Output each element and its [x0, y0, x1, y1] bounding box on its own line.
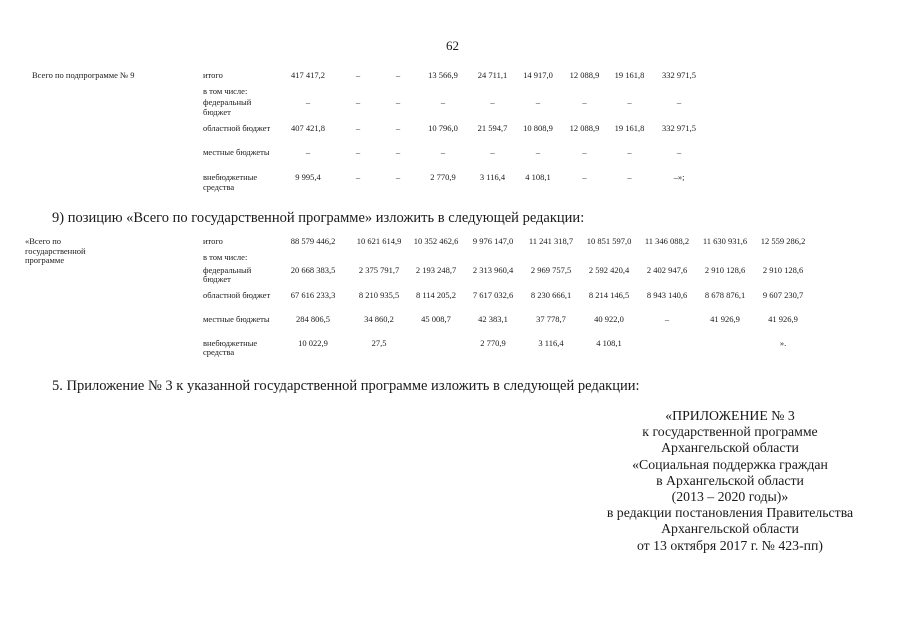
row-label: итого [203, 70, 223, 80]
cell: –»; [673, 172, 685, 182]
section-title: Всего по подпрограмме № 9 [32, 70, 135, 80]
row-label: областной бюджет [203, 289, 271, 300]
cell: 12 088,9 [569, 123, 600, 133]
table-row [32, 173, 707, 195]
appendix-line: Архангельской области [661, 521, 799, 537]
subprogram-9-table [32, 71, 707, 195]
cell: 8 210 935,5 [358, 289, 400, 300]
paragraph-9: 9) позицию «Всего по государственной программе» изложить в следующей редакции: [52, 210, 585, 226]
table-row [25, 266, 812, 291]
cell: 37 778,7 [536, 313, 566, 324]
cell: 332 971,5 [662, 123, 696, 133]
cell: 45 008,7 [421, 313, 451, 324]
cell: – [627, 97, 632, 107]
cell: 10 796,0 [428, 123, 458, 133]
cell: 10 851 597,0 [586, 236, 632, 246]
cell: 11 241 318,7 [528, 236, 574, 246]
table-row [25, 237, 812, 253]
row-label: федеральный бюджет [203, 97, 252, 117]
cell: – [305, 147, 311, 157]
cell: – [355, 97, 361, 107]
cell: 3 116,4 [538, 337, 564, 348]
row-label: федеральный бюджет [203, 264, 252, 284]
cell: 2 969 757,5 [530, 264, 572, 275]
cell: 11 630 931,6 [702, 236, 748, 246]
cell: 9 995,4 [295, 172, 321, 182]
cell: – [395, 123, 401, 133]
cell: 2 193 248,7 [415, 264, 457, 275]
cell: – [490, 147, 495, 157]
cell: 8 230 666,1 [530, 289, 572, 300]
appendix-heading [560, 408, 900, 554]
cell: 407 421,8 [291, 123, 325, 133]
cell: – [355, 70, 361, 80]
cell: 2 313 960,4 [472, 264, 514, 275]
cell: 41 926,9 [710, 313, 740, 324]
cell: – [535, 147, 541, 157]
cell [638, 339, 696, 361]
cell [696, 339, 754, 361]
row-label: итого [203, 236, 223, 246]
paragraph-5: 5. Приложение № 3 к указанной государственной программе изложить в следующей редакции: [52, 378, 640, 394]
appendix-line: в редакции постановления Правительства [606, 505, 854, 521]
cell [408, 339, 464, 361]
cell: 41 926,9 [768, 313, 798, 324]
table-row [32, 98, 707, 124]
row-label: внебюджетные средства [203, 172, 258, 192]
cell: 10 808,9 [523, 123, 553, 133]
row-label: местные бюджеты [203, 147, 270, 157]
row-label: внебюджетные средства [203, 337, 258, 357]
cell: 2 910 128,6 [704, 264, 746, 275]
cell: 10 022,9 [298, 337, 328, 348]
section-title: «Всего по государственной программе [25, 236, 86, 265]
cell: 10 621 614,9 [356, 236, 402, 246]
cell: 9 976 147,0 [472, 236, 514, 246]
cell: – [395, 97, 401, 107]
cell: 2 770,9 [480, 337, 506, 348]
cell: – [582, 172, 587, 182]
cell: 2 592 420,4 [588, 264, 630, 275]
cell: – [355, 123, 361, 133]
cell: 2 375 791,7 [358, 264, 400, 275]
appendix-line: (2013 – 2020 годы)» [671, 489, 789, 505]
cell: 8 114 205,2 [415, 289, 457, 300]
cell: 284 806,5 [296, 313, 330, 324]
cell: 4 108,1 [525, 172, 551, 182]
row-label: местные бюджеты [203, 313, 270, 324]
cell: 2 910 128,6 [762, 264, 804, 275]
cell: – [490, 97, 495, 107]
cell: 13 566,9 [428, 70, 458, 80]
table-row [32, 71, 707, 87]
appendix-line: Архангельской области [661, 440, 799, 456]
cell: – [582, 147, 587, 157]
cell: 19 161,8 [614, 123, 645, 133]
cell: 67 616 233,3 [290, 289, 336, 300]
table-row [25, 315, 812, 339]
appendix-line: «Социальная поддержка граждан [632, 456, 828, 472]
cell: – [535, 97, 541, 107]
cell: 27,5 [371, 337, 387, 348]
cell: 12 088,9 [569, 70, 600, 80]
cell: 34 860,2 [364, 313, 394, 324]
cell: – [676, 97, 682, 107]
page-number: 62 [446, 38, 459, 53]
cell: 21 594,7 [477, 123, 508, 133]
cell: – [440, 97, 446, 107]
cell: 88 579 446,2 [290, 236, 336, 246]
row-label: областной бюджет [203, 123, 271, 133]
cell: – [395, 147, 401, 157]
cell: 11 346 088,2 [644, 236, 690, 246]
state-program-total-table [25, 237, 812, 361]
cell: – [355, 147, 361, 157]
cell: – [395, 172, 401, 182]
cell: 417 417,2 [291, 70, 325, 80]
cell: 2 402 947,6 [646, 264, 688, 275]
appendix-line: к государственной программе [642, 424, 818, 440]
cell: ». [779, 337, 787, 348]
cell: – [627, 147, 632, 157]
row-label: в том числе: [203, 86, 248, 96]
cell: 8 943 140,6 [646, 289, 688, 300]
cell: – [355, 172, 361, 182]
appendix-line: «ПРИЛОЖЕНИЕ № 3 [665, 408, 795, 423]
cell: 12 559 286,2 [760, 236, 806, 246]
cell: 14 917,0 [523, 70, 553, 80]
appendix-line: в Архангельской области [656, 472, 804, 488]
cell: 4 108,1 [596, 337, 622, 348]
cell: 24 711,1 [477, 70, 508, 80]
cell: – [305, 97, 311, 107]
cell: 10 352 462,6 [413, 236, 459, 246]
appendix-line: от 13 октября 2017 г. № 423-пп) [636, 537, 824, 553]
cell: 40 922,0 [594, 313, 624, 324]
cell: – [676, 147, 682, 157]
cell: 8 214 146,5 [588, 289, 630, 300]
cell: – [440, 147, 446, 157]
cell: – [627, 172, 632, 182]
row-label: в том числе: [203, 251, 248, 262]
cell: – [664, 313, 670, 324]
cell: 20 668 383,5 [290, 264, 336, 275]
table-row [32, 124, 707, 148]
cell: – [395, 70, 401, 80]
table-row [32, 148, 707, 173]
cell: 8 678 876,1 [704, 289, 746, 300]
cell: – [582, 97, 587, 107]
table-row [25, 291, 812, 315]
cell: 19 161,8 [614, 70, 645, 80]
cell: 7 617 032,6 [472, 289, 514, 300]
cell: 9 607 230,7 [762, 289, 804, 300]
table-row [32, 87, 707, 98]
cell: 2 770,9 [430, 172, 456, 182]
cell: 3 116,4 [479, 172, 506, 182]
cell: 42 383,1 [478, 313, 508, 324]
cell: 332 971,5 [662, 70, 696, 80]
table-row [25, 339, 812, 361]
